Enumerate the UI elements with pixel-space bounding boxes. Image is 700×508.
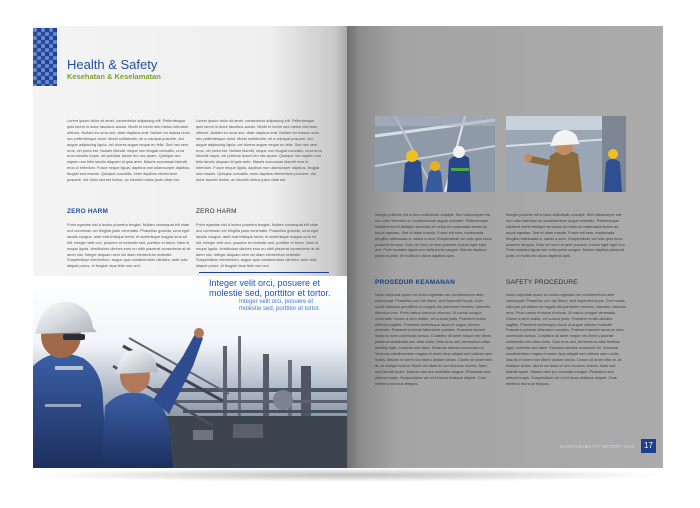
right-text-col1: Integer pulvinar elit a risus sollicitudin suscipit. Sed ullamcorper est non odio interdum eu condimentum augue molestie. Pellentesque habitant morbi tristique senectus et netus et malesuada fames ac turpis egestas. Sed et diam mauris. Fusce elit sem, malesuada fringilla malesuada a, varius a sem. Suspendisse vel odio quis nunc posuere tempus. Duis vel nunc at sem posuere cursus eget eget orci. Proin sodales ligula non nulla porta congue. Mauris dapibus placerat justo, id mollis leo lacus dapibus quis. bbox=[375, 212, 492, 259]
quote-rule bbox=[199, 272, 329, 273]
scaffold-image bbox=[375, 116, 495, 192]
spread-shadow bbox=[28, 468, 668, 482]
zero-harm-text-col2: Proin egestas nisl a lectus pharetra feugiat. Nullam consequat elit vitae orci commodo vel fringilla justo venenatis. Phasellus gravida, urna eget iaculis congue, ante erat tristique tortor, et scelerisque magna urna sit elit. Integer velit orci, posuere et molestie sed, porttitor et tortor. Nam id neque ligula. Vestibulum ultrices eros eu nibh placerat consectetur at sit amet nisi. Integer aliquam sem vel diam elementum molestie. Suspendisse elementum, augue quis condimentum ultricies, ante odio aliquet purus, et feugiat risus felis non orci. bbox=[196, 222, 320, 269]
right-text-col2: Integer pulvinar elit a risus sollicitudin suscipit. Sed ullamcorper est non odio interdum eu condimentum augue molestie. Pellentesque habitant morbi tristique senectus et netus et malesuada fames ac turpis egestas. Sed et diam mauris. Fusce elit sem, malesuada fringilla malesuada a, varius a sem. Suspendisse vel odio quis nunc posuere tempus. Duis vel nunc at sem posuere cursus eget eget orci. Proin sodales ligula non nulla porta congue. Mauris dapibus placerat justo, id mollis leo lacus dapibus quis. bbox=[506, 212, 626, 259]
zero-harm-heading-col1: ZERO HARM bbox=[67, 208, 109, 215]
page-title: Health & Safety bbox=[67, 57, 158, 72]
prosedur-keamanan-heading: PROSEDUR KEAMANAN bbox=[375, 279, 455, 286]
left-page bbox=[33, 26, 347, 468]
photo-workers-scaffold bbox=[375, 116, 495, 192]
safety-procedure-heading: SAFETY PROCEDURE bbox=[506, 279, 578, 286]
intro-text-col1: Lorem ipsum dolor sit amet, consectetur adipiscing elit. Pellentesque quis lorem in dolor faucibus auctor. Morbi et lorem sed metus interdum ultrices. Nullam eu urna orci, vitae dapibus erat. Nullam eu massa nunc, nec pellentesque dolor. Morbi sollicitudin, mi a volutpat posuere, dui augue adipiscing ligula, vel viverra augue neque eu felis. Sed nec sem eros, vel porta est. Nullam blandit, neque non feugiat convallis, urna eros lobortis turpis, vel pulvinar ipsum leo nec quam. Quisque nec sapien non felis iaculis aliquam id quis ante. Mauris accumsan blandit eros id interdum. Fusce neque ligula, dapibus non ullamcorper dapibus, feugiat sed mauris. Quisque convallis, enim dapibus elementum posuere, dui dolor laoreet lectus, ac lobortis metus justo vitae est. bbox=[67, 118, 191, 183]
prosedur-text: Nunc vulputate quam eu luctus egestas nec condimentum ante consequat. Phasellus non dui libero, sed imperdiet turpis. Cum sociis natoque penatibus et magnis dis parturient montes, nascetur ridiculus mus. Proin varius rhoncus rhoncus. Ut varius congue venenatis. Donec a sem mattis, vel cursus justo. Praesent mollis ultricies sagittis. Praesent scelerisque lacus ut augue ultrices molestie. Praesent pulvinar bibendum sodales. Praesent laoreet lacus eu sem commodo cursus. Curabitur sit amet neque nec libero placerat sollicitudin nec vitae enim. Duis eros orci, fermentum vitae facilisis eget, molestie sed diam. Vivamus ultrices commodo mi. Vivamus condimentum magna et amet risus aliquet sed ultrices sem mollis. Mauris in lorem non libero dictum varius. Donec sit amet nibh at, at tristique lectus. Morbi vel diam et orci rhoncus viverra. Nam sed blandit quam. Mauris nam pro convallis congue. Phasellus sed ultrices turpis. Suspendisse vel mi et lacus tristique aliquet. Cras eleifend rhoncus tempus. bbox=[375, 292, 493, 386]
right-page bbox=[347, 26, 663, 468]
pull-quote-secondary: Integer velit orci, posuere et molestie sed, porttitor et tortor. bbox=[239, 299, 321, 312]
page-number: 17 bbox=[641, 439, 656, 453]
footer-label: SUSTAINABILITY REPORT 2010 bbox=[560, 444, 635, 449]
zero-harm-heading-col2: ZERO HARM bbox=[196, 208, 237, 215]
magazine-spread bbox=[33, 26, 663, 468]
safety-worker-image bbox=[506, 116, 626, 192]
blue-pattern-block bbox=[33, 28, 57, 86]
pull-quote: Integer velit orci, posuere et molestie sed, porttitor et tortor. bbox=[209, 278, 331, 298]
safety-procedure-text: Nunc vulputate quam eu luctus egestas nec condimentum ante consequat. Phasellus non dui libero, sed imperdiet turpis. Cum sociis natoque penatibus et magnis dis parturient montes, nascetur ridiculus mus. Proin varius rhoncus rhoncus. Ut varius congue venenatis. Donec a sem mattis, vel cursus justo. Praesent mollis ultricies sagittis. Praesent scelerisque lacus ut augue ultrices molestie. Praesent pulvinar bibendum sodales. Praesent laoreet lacus eu sem commodo cursus. Curabitur sit amet neque nec libero placerat sollicitudin nec vitae enim. Duis eros orci, fermentum vitae facilisis eget, molestie sed diam. Vivamus ultrices commodo mi. Vivamus condimentum magna et amet risus aliquet sed ultrices sem mollis. Mauris in lorem non libero dictum varius. Donec sit amet nibh at, at tristique lectus. Morbi vel diam et orci rhoncus viverra. Nam sed blandit quam. Mauris nam pro convallis congue. Phasellus sed ultrices turpis. Suspendisse vel mi et lacus tristique aliquet. Cras eleifend rhoncus tempus. bbox=[506, 292, 626, 386]
photo-safety-worker bbox=[506, 116, 626, 192]
page-subtitle: Kesehatan & Keselamatan bbox=[67, 72, 161, 81]
intro-text-col2: Lorem ipsum dolor sit amet, consectetur adipiscing elit. Pellentesque quis lorem in dolor faucibus auctor. Morbi et lorem sed metus interdum ultrices. Nullam eu urna orci, vitae dapibus erat. Nullam eu massa nunc, nec pellentesque dolor. Morbi sollicitudin, mi a volutpat posuere, dui augue adipiscing ligula, vel viverra augue neque eu felis. Sed nec sem eros, vel porta est. Nullam blandit, neque non feugiat convallis, urna eros lobortis turpis, vel pulvinar ipsum leo nec quam. Quisque nec sapien non felis iaculis aliquam id quis ante. Mauris accumsan blandit eros id interdum. Fusce neque ligula, dapibus non ullamcorper dapibus, feugiat sed mauris. Quisque convallis, enim dapibus elementum posuere, dui dolor laoreet lectus, ac lobortis metus justo vitae est. bbox=[196, 118, 322, 183]
zero-harm-text-col1: Proin egestas nisl a lectus pharetra feugiat. Nullam consequat elit vitae orci commodo vel fringilla justo venenatis. Phasellus gravida, urna eget iaculis congue, ante erat tristique tortor, et scelerisque magna urna sit elit. Integer velit orci, posuere et molestie sed, porttitor et tortor. Nam id neque ligula. Vestibulum ultrices eros eu nibh placerat consectetur at sit amet nisi. Integer aliquam sem vel diam elementum molestie. Suspendisse elementum, augue quis condimentum ultricies, ante odio aliquet purus, et feugiat risus felis non orci. bbox=[67, 222, 191, 269]
